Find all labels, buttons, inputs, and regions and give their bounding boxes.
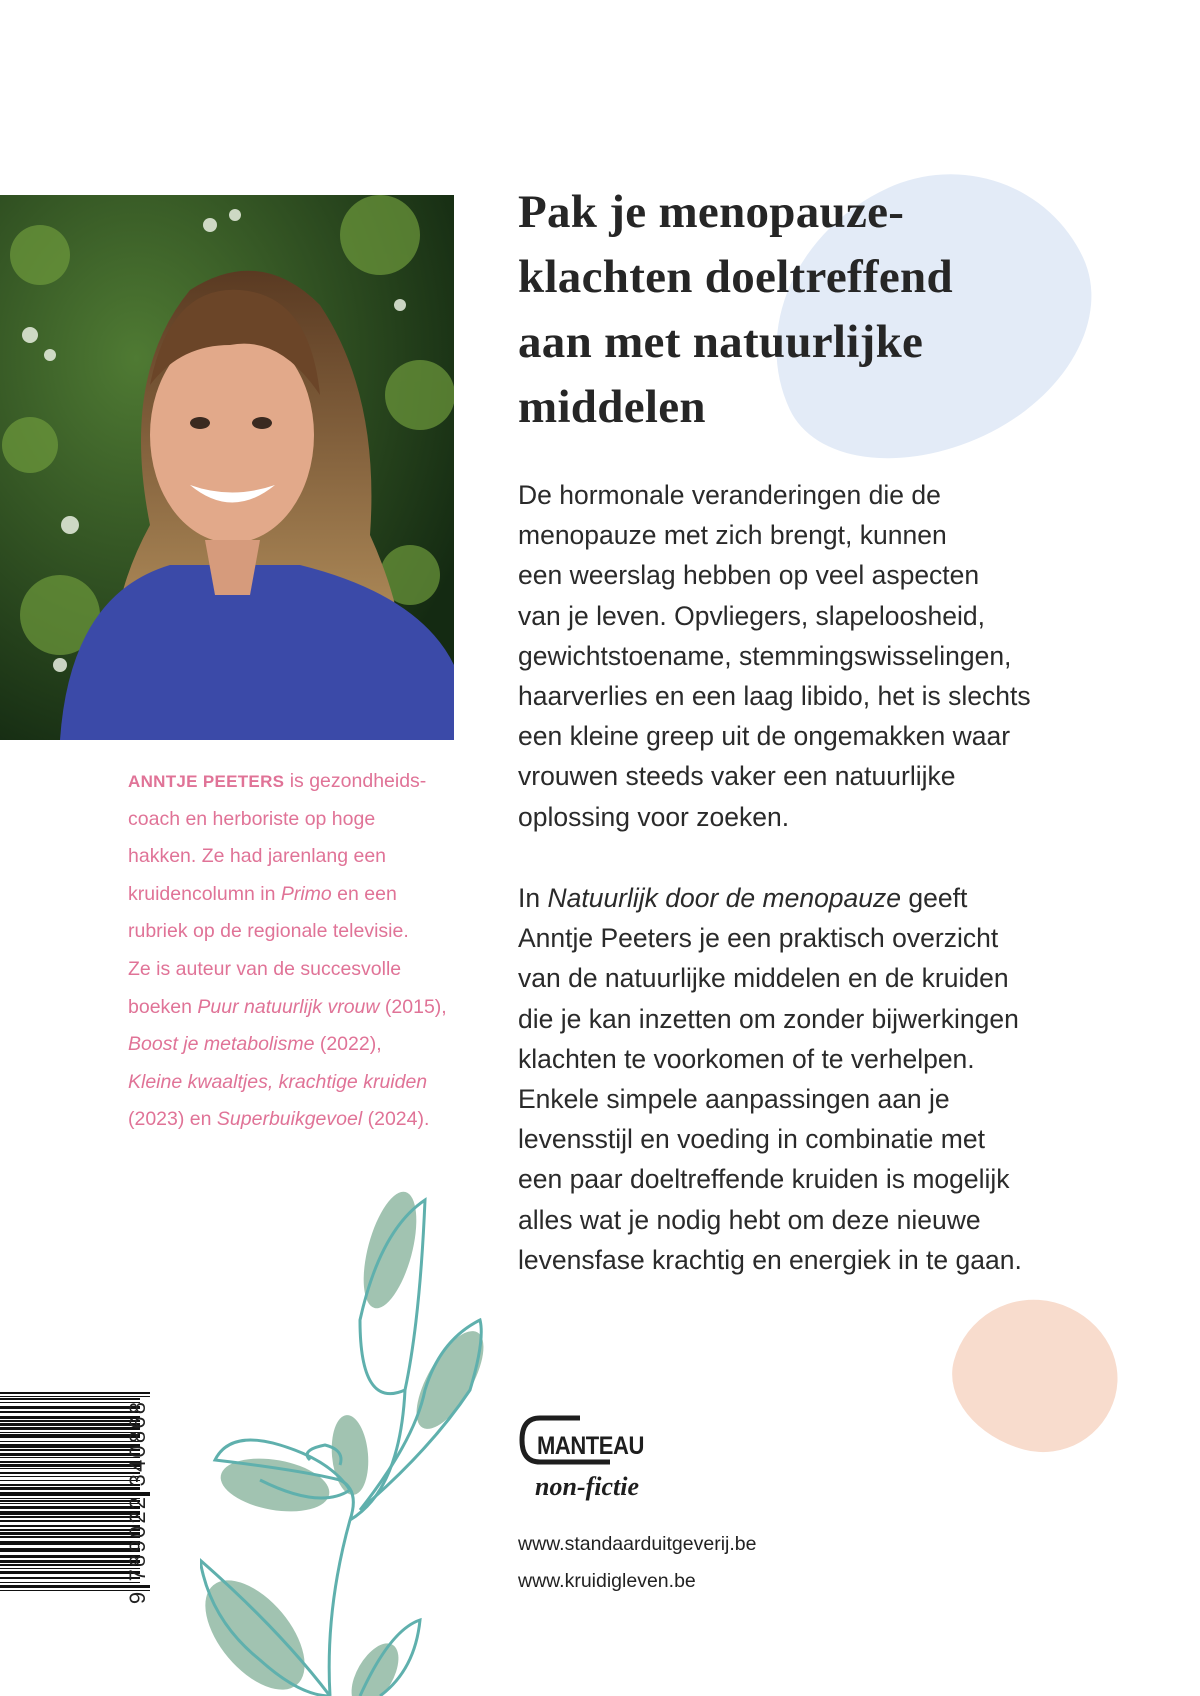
blurb-line: van de natuurlijke middelen en de kruiden (518, 963, 1009, 994)
text: In (518, 883, 548, 913)
text: kruidencolumn in (128, 882, 281, 905)
isbn-number-container (118, 1400, 158, 1605)
magazine-title: Primo (280, 882, 332, 905)
headline-line: klachten doeltreffend (518, 251, 953, 303)
blurb-paragraph-2 (518, 878, 1078, 1280)
bio-line (128, 1064, 468, 1102)
blurb-line: oplossing voor zoeken. (518, 801, 790, 832)
blurb-line: een weerslag hebben op veel aspecten (518, 560, 980, 591)
bio-line: coach en herboriste op hoge (128, 807, 376, 830)
blurb-line (518, 878, 1078, 918)
book-title: Superbuikgevoel (216, 1108, 363, 1131)
text: (2024). (362, 1108, 430, 1131)
headline (518, 180, 1118, 440)
blurb-line: die je kan inzetten om zonder bijwerkingen (518, 1003, 1019, 1034)
barcode-bar (0, 1396, 150, 1397)
blurb-paragraph-1 (518, 475, 1078, 837)
bio-line: rubriek op de regionale televisie. (128, 920, 409, 943)
text: is gezondheids- (284, 770, 427, 792)
headline-line: middelen (518, 381, 706, 433)
book-title: Natuurlijk door de menopauze (547, 883, 902, 913)
text: (2015), (379, 995, 447, 1018)
barcode-bar (0, 1392, 150, 1394)
bio-line (128, 989, 468, 1027)
blurb-line: Enkele simpele aanpassingen aan je (518, 1084, 950, 1115)
blurb-line: een kleine greep uit de ongemakken waar (518, 721, 1011, 752)
plant-illustration (200, 1190, 500, 1696)
bio-line (128, 1101, 468, 1139)
author-bio (128, 763, 468, 1139)
bio-line (128, 1026, 468, 1064)
bio-line (128, 763, 468, 801)
blurb-line: klachten te voorkomen of te verhelpen. (518, 1043, 975, 1074)
blurb-line: levensfase krachtig en energiek in te gaan. (518, 1244, 1022, 1275)
blurb-line: gewichtstoename, stemmingswisselingen, (518, 640, 1012, 671)
book-title: Kleine kwaaltjes, krachtige kruiden (128, 1070, 428, 1093)
headline-line: Pak je menopauze- (518, 186, 905, 238)
blurb-line: haarverlies en een laag libido, het is slechts (518, 681, 1031, 712)
text: geeft (901, 883, 968, 913)
book-title: Boost je metabolisme (128, 1033, 315, 1056)
headline-line: aan met natuurlijke (518, 316, 924, 368)
author-name: ANNTJE PEETERS (128, 772, 285, 791)
text: (2023) en (128, 1108, 217, 1131)
text: en een (331, 882, 397, 905)
text: (2022), (314, 1033, 382, 1056)
isbn-number: 9 789022 340868 (125, 1399, 150, 1605)
publisher-imprint: non-fictie (535, 1472, 639, 1501)
author-photo (0, 195, 454, 740)
blurb-line: van je leven. Opvliegers, slapeloosheid, (518, 600, 985, 631)
blurb-line: vrouwen steeds vaker een natuurlijke (518, 761, 956, 792)
publisher-name: MANTEAU (537, 1432, 644, 1460)
decorative-peach-blob (936, 1281, 1134, 1469)
bio-line (128, 876, 468, 914)
publisher-url[interactable]: www.standaarduitgeverij.be (518, 1533, 757, 1555)
blurb-line: menopauze met zich brengt, kunnen (518, 520, 947, 551)
blurb-line: Anntje Peeters je een praktisch overzicht (518, 923, 999, 954)
blurb-line: alles wat je nodig hebt om deze nieuwe (518, 1204, 981, 1235)
bio-line: hakken. Ze had jarenlang een (128, 845, 387, 868)
blurb-line: levensstijl en voeding in combinatie met (518, 1124, 985, 1155)
blurb-line: De hormonale veranderingen die de (518, 480, 941, 510)
author-url[interactable]: www.kruidigleven.be (518, 1570, 696, 1592)
book-title: Puur natuurlijk vrouw (197, 995, 380, 1018)
blurb-line: een paar doeltreffende kruiden is mogelijk (518, 1164, 1010, 1195)
bio-line: Ze is auteur van de succesvolle (128, 957, 402, 980)
text: boeken (128, 995, 198, 1018)
